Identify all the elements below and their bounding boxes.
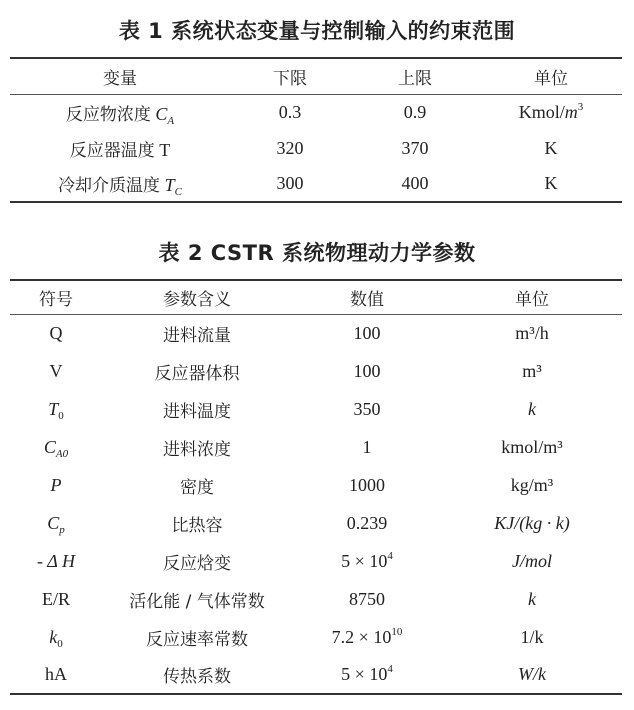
unit-cell: kmol/m³ (501, 436, 563, 457)
meaning-cell: 反应焓变 (163, 553, 231, 574)
header-unit: 单位 (480, 58, 622, 94)
meaning-cell: 反应器体积 (154, 363, 240, 384)
symbol-cell: Q (49, 322, 63, 343)
table-row (10, 466, 622, 504)
upper-cell: 370 (401, 137, 429, 158)
value-cell: 8750 (349, 588, 385, 609)
lower-cell: 0.3 (278, 101, 302, 122)
meaning-cell: 密度 (180, 477, 214, 498)
lower-cell: 320 (276, 137, 304, 158)
header-upper: 上限 (350, 58, 480, 94)
symbol-cell: $C_{A0}$ (43, 436, 69, 460)
header-unit: 单位 (442, 280, 622, 314)
value-cell: 1000 (349, 474, 385, 495)
meaning-cell: 传热系数 (163, 667, 231, 687)
symbol-cell: - Δ H (37, 550, 75, 571)
parameters-table (10, 279, 622, 695)
table1-caption: 表 1 系统状态变量与控制输入的约束范围 (118, 19, 516, 43)
table-header-row (10, 280, 622, 314)
constraints-table (10, 57, 622, 203)
meaning-cell: 进料浓度 (163, 439, 231, 460)
upper-cell: 400 (401, 173, 429, 193)
symbol-cell: $k_0$ (49, 626, 63, 650)
table-row (10, 130, 622, 166)
lower-cell: 300 (276, 173, 304, 193)
symbol-cell: hA (45, 664, 67, 684)
symbol-cell: $C_p$ (47, 512, 65, 536)
header-lower: 下限 (230, 58, 350, 94)
value-cell: $5 \times 10^4$ (341, 663, 393, 684)
value-cell: 1 (362, 436, 372, 457)
table-row (10, 428, 622, 466)
header-value: 数值 (292, 280, 442, 314)
header-variable: 变量 (10, 58, 230, 94)
value-cell: 100 (353, 322, 381, 343)
table-row (10, 580, 622, 618)
symbol-cell: P (50, 474, 62, 495)
value-cell: $7.2 \times 10^{10}$ (331, 625, 403, 647)
variable-cell: 反应器温度 T (69, 139, 171, 161)
table-row (10, 618, 622, 656)
table-header-row (10, 58, 622, 94)
meaning-cell: 比热容 (171, 515, 223, 536)
table-row (10, 352, 622, 390)
table-row (10, 504, 622, 542)
table-row (10, 542, 622, 580)
unit-cell: J/mol (512, 550, 552, 571)
unit-cell: KJ/(kg · k) (494, 512, 570, 533)
meaning-cell: 活化能 / 气体常数 (129, 591, 265, 612)
value-cell: $5 \times 10^4$ (341, 549, 393, 571)
table2-caption: 表 2 CSTR 系统物理动力学参数 (158, 241, 476, 265)
value-cell: 0.239 (346, 512, 388, 533)
unit-cell: K (544, 173, 558, 193)
variable-cell: 反应物浓度 $C_A$ (65, 103, 175, 127)
symbol-cell: $T_0$ (48, 398, 64, 422)
unit-cell: m³ (522, 360, 542, 381)
unit-cell: k (528, 398, 536, 419)
unit-cell: 1/k (520, 626, 544, 647)
meaning-cell: 进料流量 (163, 325, 231, 346)
table-row (10, 390, 622, 428)
variable-cell: 冷却介质温度 $T_C$ (58, 175, 182, 198)
unit-cell: kg/m³ (510, 474, 554, 495)
value-cell: 350 (353, 398, 381, 419)
meaning-cell: 进料温度 (163, 401, 231, 422)
header-symbol: 符号 (10, 280, 102, 314)
table-row (10, 656, 622, 694)
symbol-cell: E/R (41, 588, 70, 609)
upper-cell: 0.9 (403, 101, 427, 122)
table-row (10, 314, 622, 352)
header-meaning: 参数含义 (102, 280, 292, 314)
meaning-cell: 反应速率常数 (146, 629, 248, 650)
table-row (10, 94, 622, 130)
table-row (10, 166, 622, 202)
unit-cell: Kmol/$m^3$ (518, 100, 584, 122)
unit-cell: k (528, 588, 536, 609)
unit-cell: K (544, 137, 558, 158)
symbol-cell: V (49, 360, 63, 381)
unit-cell: W/k (518, 664, 546, 684)
value-cell: 100 (353, 360, 381, 381)
unit-cell: m³/h (515, 322, 549, 343)
